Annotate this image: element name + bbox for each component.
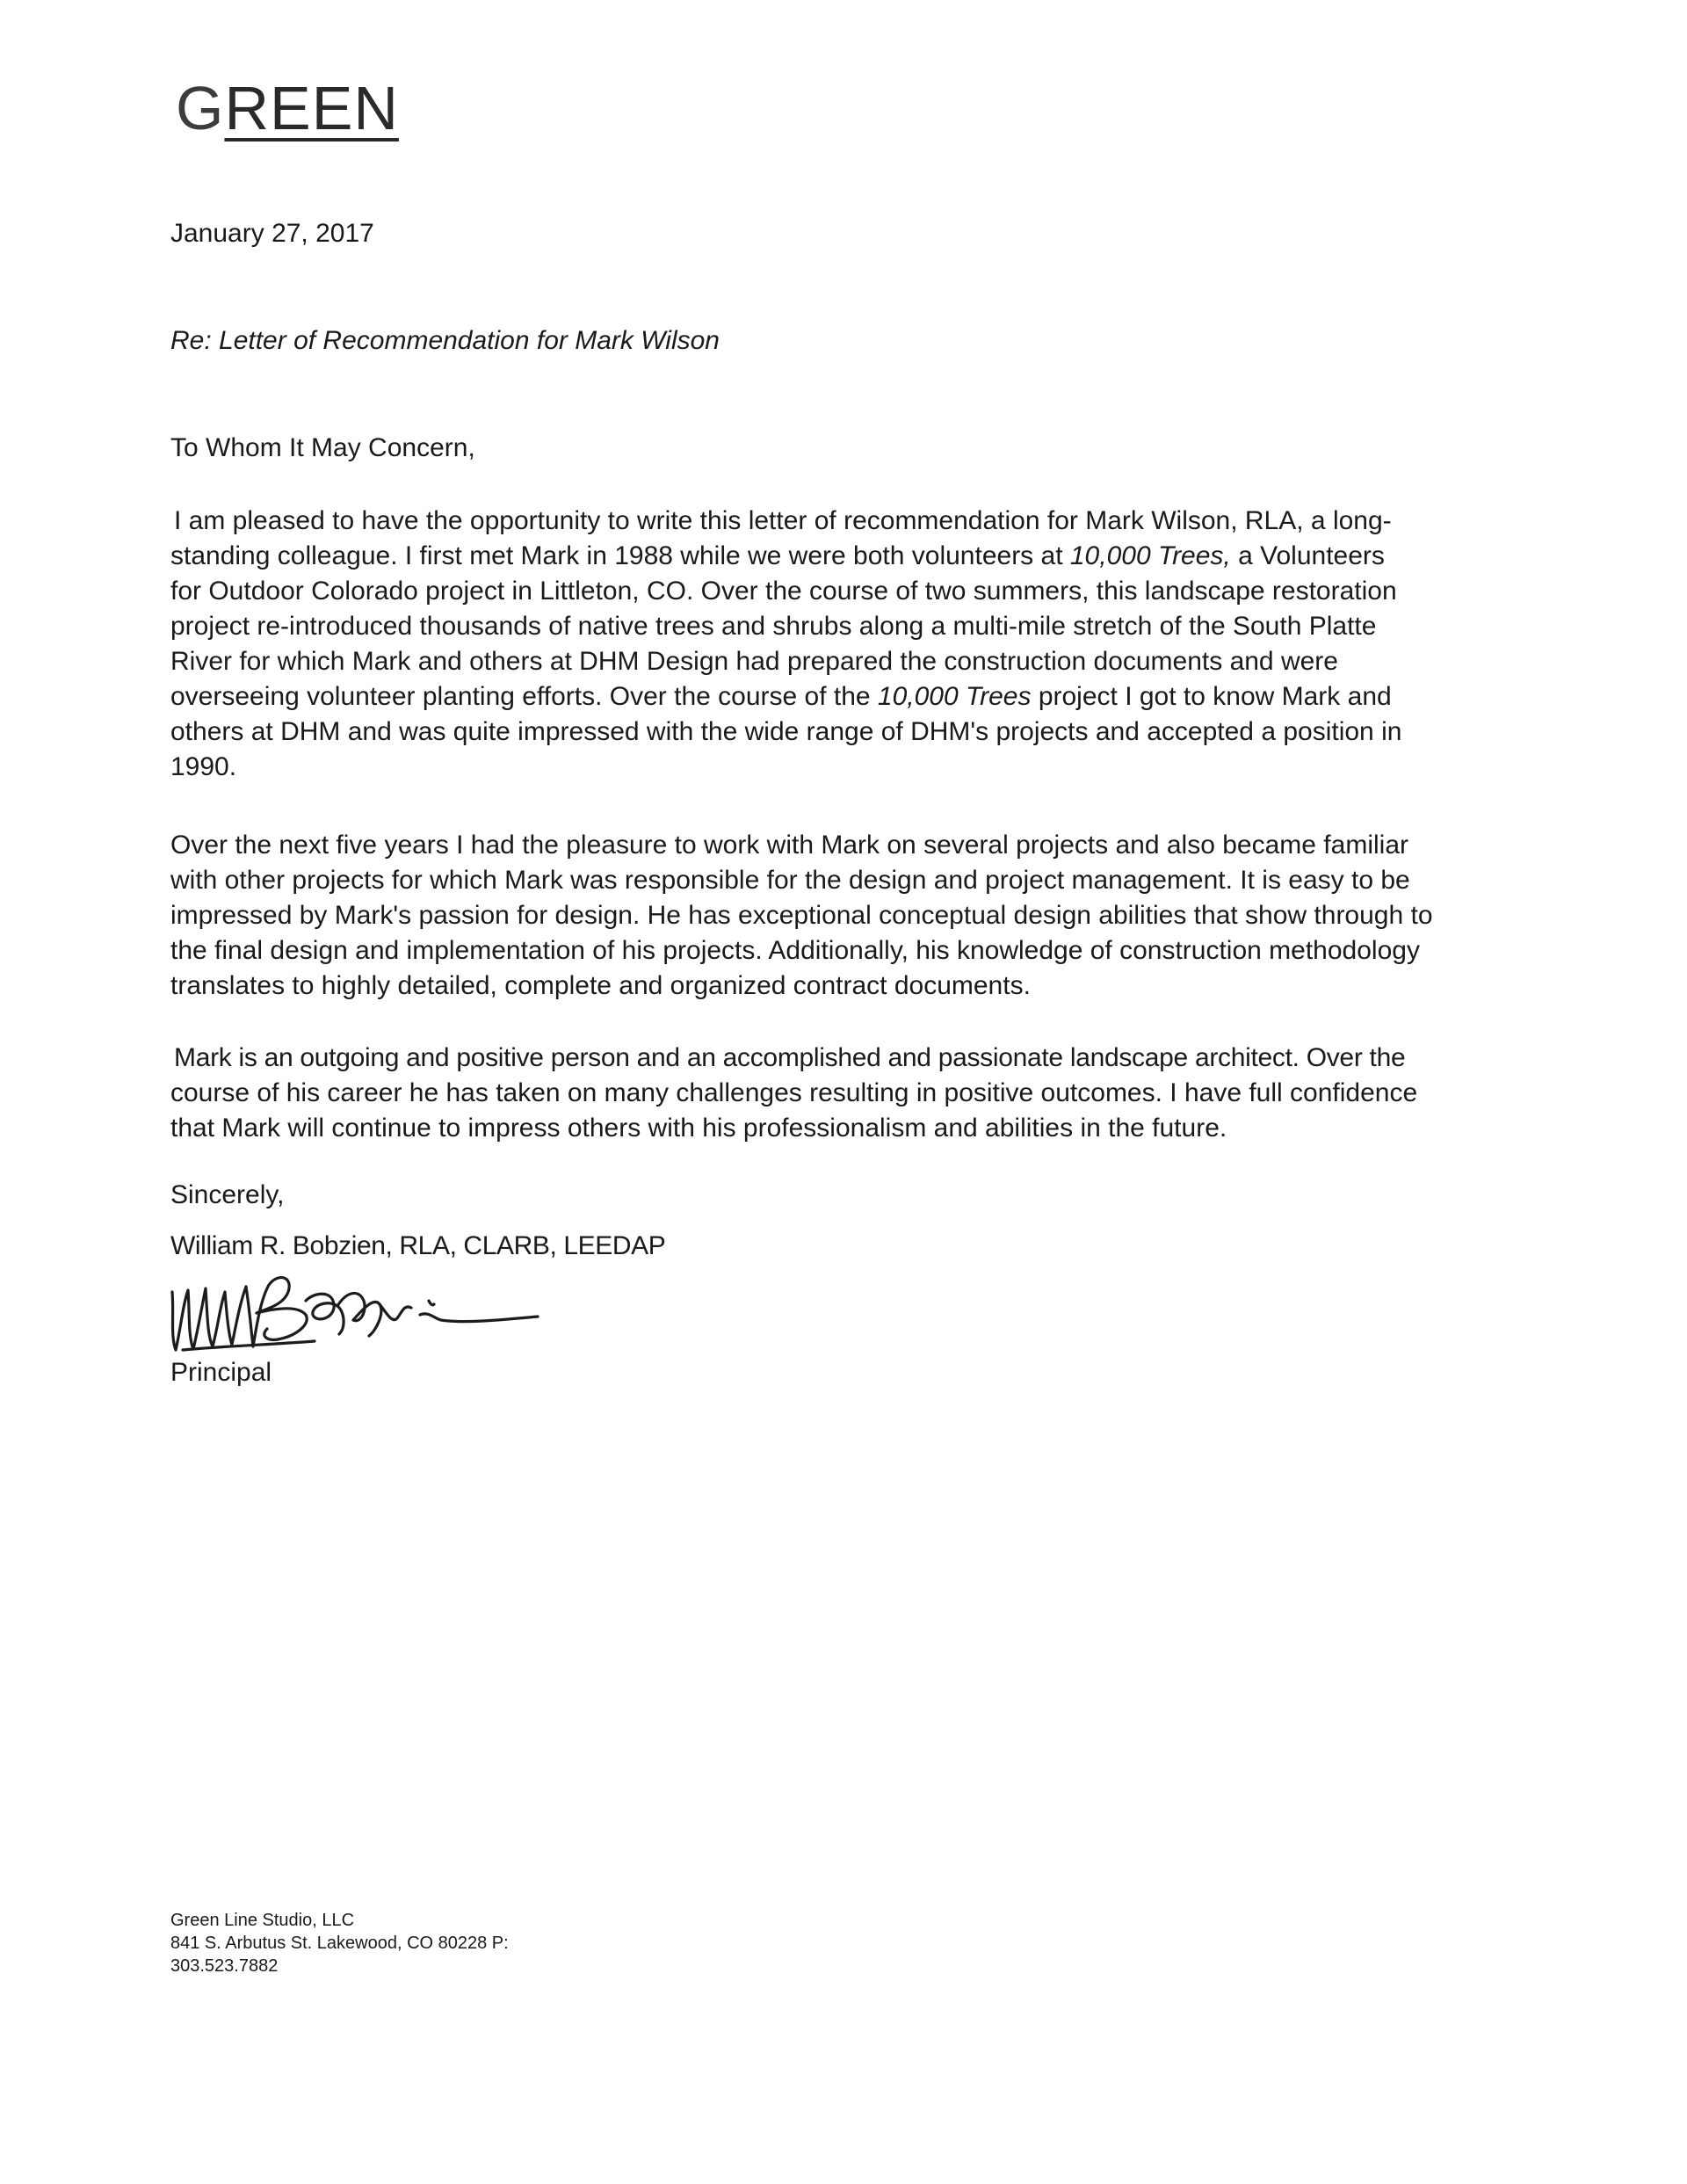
paragraph-line: with other projects for which Mark was responsible for the design and project management. It is easy to be xyxy=(170,866,1410,895)
signer-title: Principal xyxy=(170,1358,272,1387)
company-logo xyxy=(176,74,399,142)
logo-letters-reen: REEN xyxy=(224,74,399,142)
paragraph-line: translates to highly detailed, complete and organized contract documents. xyxy=(170,971,1031,1000)
footer-company: Green Line Studio, LLC xyxy=(170,1911,355,1930)
letter-date: January 27, 2017 xyxy=(170,219,374,248)
paragraph-line: the final design and implementation of his projects. Additionally, his knowledge of construction methodology xyxy=(170,936,1420,965)
line-text: overseeing volunteer planting efforts. Over the course of the xyxy=(170,682,878,711)
paragraph-line: I am pleased to have the opportunity to write this letter of recommendation for Mark Wilson, RLA, a long- xyxy=(174,506,1392,535)
line-text: project I got to know Mark and xyxy=(1031,682,1392,711)
paragraph-line: impressed by Mark's passion for design. He has exceptional conceptual design abilities that show through to xyxy=(170,901,1433,930)
paragraph-line: course of his career he has taken on many challenges resulting in positive outcomes. I have full confidence xyxy=(170,1078,1418,1107)
closing: Sincerely, xyxy=(170,1180,285,1209)
paragraph-line: Mark is an outgoing and positive person and an accomplished and passionate landscape architect. Over the xyxy=(174,1043,1406,1072)
project-name-italic: 10,000 Trees xyxy=(877,682,1032,711)
line-text: standing colleague. I first met Mark in 1988 while we were both volunteers at xyxy=(170,541,1070,570)
logo-letter-g: G xyxy=(176,74,225,142)
footer-phone: 303.523.7882 xyxy=(170,1956,279,1976)
salutation: To Whom It May Concern, xyxy=(170,433,475,462)
paragraph-line: Over the next five years I had the pleasure to work with Mark on several projects and also became familiar xyxy=(170,831,1408,860)
signer-name: William R. Bobzien, RLA, CLARB, LEEDAP xyxy=(170,1231,666,1260)
subject-line: Re: Letter of Recommendation for Mark Wilson xyxy=(170,326,720,355)
footer-contact xyxy=(170,1909,509,1977)
paragraph-line: that Mark will continue to impress others with his professionalism and abilities in the future. xyxy=(170,1114,1227,1143)
paragraph-experience xyxy=(170,828,1433,1004)
paragraph-line: project re-introduced thousands of native trees and shrubs along a multi-mile stretch of the South Platte xyxy=(170,612,1377,641)
paragraph-introduction xyxy=(170,504,1401,785)
paragraph-line: River for which Mark and others at DHM Design had prepared the construction documents and were xyxy=(170,647,1338,676)
paragraph-conclusion xyxy=(170,1041,1417,1146)
handwritten-signature xyxy=(165,1266,543,1362)
paragraph-line xyxy=(170,539,1401,574)
footer-address: 841 S. Arbutus St. Lakewood, CO 80228 P: xyxy=(170,1934,509,1953)
line-text: a Volunteers xyxy=(1230,541,1385,570)
project-name-italic: 10,000 Trees, xyxy=(1069,541,1231,570)
paragraph-line: 1990. xyxy=(170,752,237,781)
paragraph-line: others at DHM and was quite impressed with the wide range of DHM's projects and accepted a position in xyxy=(170,717,1402,746)
paragraph-line xyxy=(170,679,1401,715)
paragraph-line: for Outdoor Colorado project in Littleton, CO. Over the course of two summers, this landscape restoration xyxy=(170,577,1397,606)
